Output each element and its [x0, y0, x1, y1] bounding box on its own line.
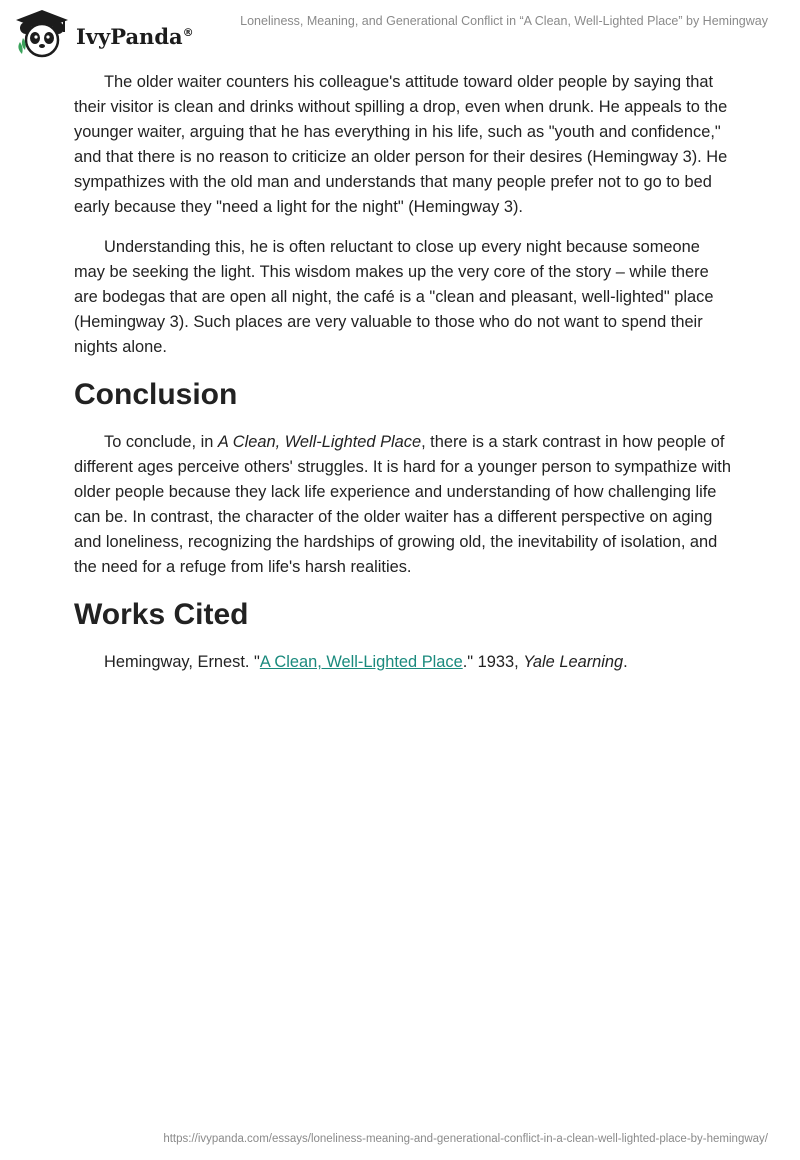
- conclusion-paragraph: To conclude, in A Clean, Well-Lighted Place, there is a stark contrast in how people of different ages perceive others' struggles. It is hard for a younger person to sympathize with older people because they lack life experience and understanding of how challenging life can be. In contrast, the character of the older waiter has a different perspective on aging and loneliness, recognizing the hardships of growing old, the inevitability of isolation, and the need for a refuge from life's harsh realities.: [74, 433, 731, 576]
- citation-entry: Hemingway, Ernest. "A Clean, Well-Lighted Place." 1933, Yale Learning.: [104, 653, 628, 671]
- footer-url[interactable]: https://ivypanda.com/essays/loneliness-meaning-and-generational-conflict-in-a-clean-well-lighted-place-by-hemingway/: [163, 1133, 768, 1145]
- running-title: Loneliness, Meaning, and Generational Conflict in “A Clean, Well-Lighted Place” by Hemingway: [240, 14, 768, 28]
- body-paragraph-1: The older waiter counters his colleague's attitude toward older people by saying that their visitor is clean and drinks without spilling a drop, even when drunk. He appeals to the younger waiter, arguing that he has everything in his life, such as "youth and confidence," and that there is no reason to criticize an older person for their desires (Hemingway 3). He sympathizes with the old man and understands that many people prefer not to go to bed early because they "need a light for the night" (Hemingway 3).: [74, 73, 728, 216]
- works-cited-heading: Works Cited: [74, 598, 249, 631]
- story-title-italic: A Clean, Well-Lighted Place: [217, 433, 422, 451]
- brand-name: IvyPanda®: [76, 24, 194, 49]
- conclusion-heading: Conclusion: [74, 378, 238, 411]
- citation-source: Yale Learning: [523, 653, 624, 671]
- citation-link[interactable]: A Clean, Well-Lighted Place: [259, 653, 463, 671]
- panda-graduation-logo-icon: [14, 8, 70, 58]
- body-paragraph-2: Understanding this, he is often reluctant to close up every night because someone may be seeking the light. This wisdom makes up the very core of the story – while there are bodegas that are open all night, the café is a "clean and pleasant, well-lighted" place (Hemingway 3). Such places are very valuable to those who do not want to spend their nights alone.: [74, 238, 714, 356]
- essay-content: [74, 70, 734, 675]
- ivypanda-logo[interactable]: [14, 8, 204, 58]
